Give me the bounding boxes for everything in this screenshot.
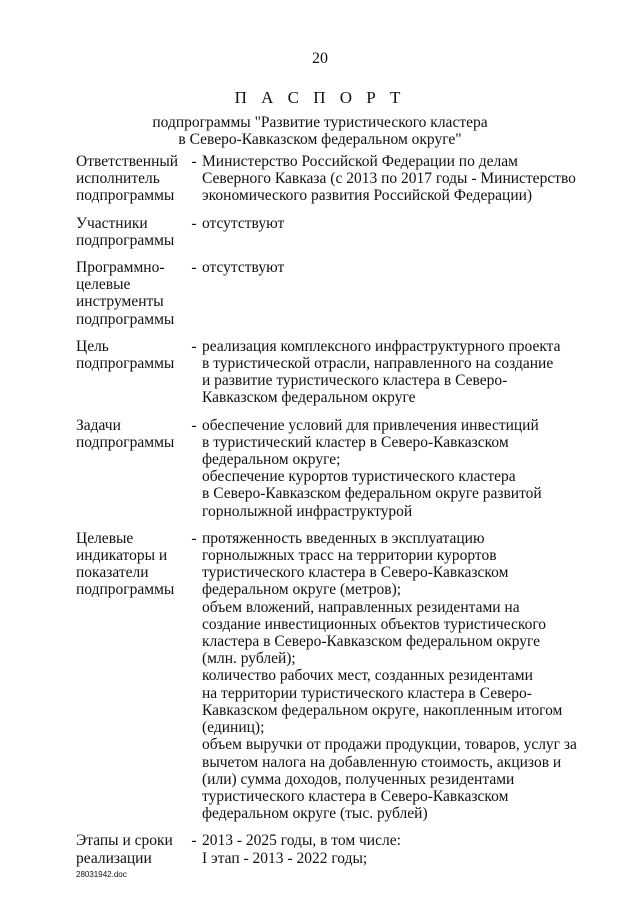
value-line: создание инвестиционных объектов туристического [202,615,547,633]
passport-row-tasks [76,417,586,520]
passport-row-goal [76,338,586,407]
value-line: (млн. рублей); [202,650,296,668]
passport-row-indicators [76,530,586,822]
page-number: 20 [312,50,328,67]
value-line: протяженность введенных в эксплуатацию [202,529,485,547]
row-dash: - [191,337,197,355]
label-line: Программно- [76,259,165,277]
row-value [202,530,586,822]
label-line: подпрограммы [76,310,175,328]
row-label [76,832,186,866]
label-line: индикаторы и [76,547,168,565]
label-line: Ответственный [76,153,179,170]
row-value [202,215,586,249]
value-line: (или) сумма доходов, полученных резидентами [202,770,515,788]
row-dash: - [191,529,197,547]
value-line: в туристический кластер в Северо-Кавказском [202,433,509,451]
label-line: подпрограммы [76,187,175,205]
value-line: федеральном округе (метров); [202,581,402,599]
label-line: подпрограммы [76,355,175,373]
subtitle-line: подпрограммы "Развитие туристического кластера [152,114,488,131]
value-line: федеральном округе (тыс. рублей) [202,805,428,823]
row-value [202,417,586,520]
document-title: П А С П О Р Т [234,88,406,107]
row-label [76,153,186,205]
value-line: 2013 - 2025 годы, в том числе: [202,832,401,850]
passport-row-stages [76,832,586,866]
label-line: подпрограммы [76,581,175,599]
label-line: инструменты [76,293,164,311]
passport-row-participants [76,215,586,249]
label-line: Целевые [76,529,134,547]
value-line: в туристической отрасли, направленного на создание [202,355,554,373]
row-value [202,832,586,866]
value-line: обеспечение курортов туристического кластера [202,468,516,486]
row-label [76,417,186,520]
value-line: количество рабочих мест, созданных резидентами [202,667,533,685]
passport-row-instruments [76,259,586,328]
row-label [76,259,186,328]
label-line: показатели [76,564,149,582]
value-line: вычетом налога на добавленную стоимость, акцизов и [202,753,562,771]
value-line: на территории туристического кластера в Северо- [202,684,532,702]
value-line: туристического кластера в Северо-Кавказском [202,787,509,805]
label-line: реализации [76,849,152,867]
row-dash: - [191,416,197,434]
row-value [202,259,586,328]
value-line: горнолыжных трасс на территории курортов [202,547,497,565]
row-dash: - [191,259,197,277]
label-line: Задачи [76,416,121,434]
value-line: отсутствуют [202,259,285,277]
document-subtitle [0,114,640,148]
value-line: туристического кластера в Северо-Кавказском [202,564,509,582]
row-value [202,153,586,205]
label-line: целевые [76,276,131,294]
value-line: горнолыжной инфраструктурой [202,502,413,520]
value-line: объем выручки от продажи продукции, товаров, услуг за [202,736,577,754]
label-line: Цель [76,337,109,355]
value-line: экономического развития Российской Федерации) [202,187,533,205]
value-line: обеспечение условий для привлечения инвестиций [202,416,539,434]
value-line: Кавказском федеральном округе [202,389,416,407]
row-label [76,215,186,249]
value-line: и развитие туристического кластера в Северо- [202,372,508,390]
value-line: кластера в Северо-Кавказском федеральном округе [202,633,541,651]
passport-row-responsible [76,153,586,205]
value-line: реализация комплексного инфраструктурного проекта [202,337,561,355]
passport-table [76,153,586,877]
value-line: в Северо-Кавказском федеральном округе развитой [202,485,542,503]
value-line: (единиц); [202,719,265,737]
row-dash: - [191,153,197,170]
row-label [76,338,186,407]
row-value [202,338,586,407]
value-line: Северного Кавказа (с 2013 по 2017 годы - Министерство [202,170,576,188]
value-line: федеральном округе; [202,451,341,469]
value-line: объем вложений, направленных резидентами на [202,598,520,616]
row-dash: - [191,832,197,850]
label-line: подпрограммы [76,433,175,451]
value-line: отсутствуют [202,214,285,232]
label-line: Этапы и сроки [76,832,173,850]
value-line: Министерство Российской Федерации по делам [202,153,518,170]
label-line: Участники [76,214,148,232]
row-dash: - [191,214,197,232]
value-line: I этап - 2013 - 2022 годы; [202,849,368,867]
row-label [76,530,186,822]
subtitle-line: в Северо-Кавказском федеральном округе" [178,131,462,148]
label-line: подпрограммы [76,231,175,249]
file-name-footer: 28031942.doc [76,870,127,879]
value-line: Кавказском федеральном округе, накопленным итогом [202,701,563,719]
label-line: исполнитель [76,170,160,188]
